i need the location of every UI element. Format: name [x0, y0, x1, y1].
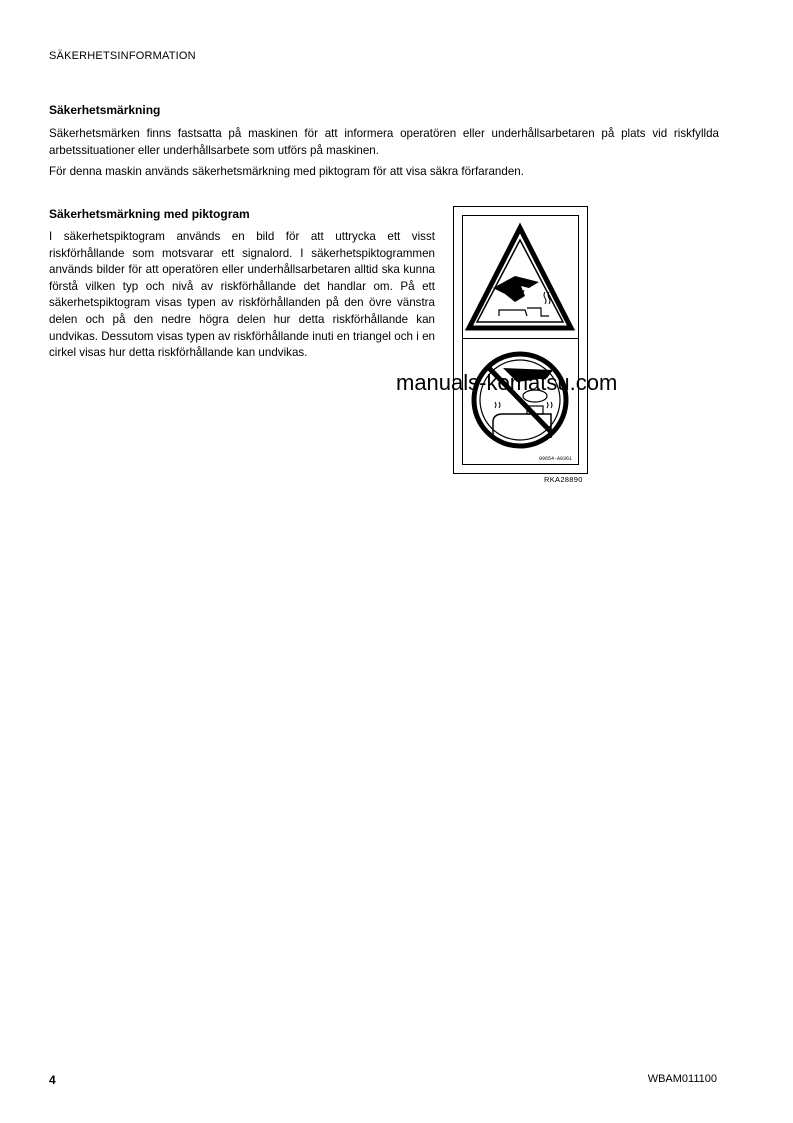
prohibition-circle-no-touch-icon: [463, 338, 578, 464]
safety-label-figure: [453, 206, 588, 474]
paragraph: Säkerhetsmärken finns fastsatta på maskinen för att informera operatören eller underhållsarbetaren på plats vid riskfyllda arbetssituationer eller underhållsarbete som utförs på maskinen.: [49, 127, 719, 157]
paragraph: För denna maskin används säkerhetsmärkning med piktogram för att visa säkra förfaranden.: [49, 165, 524, 178]
paragraph: I säkerhetspiktogram används en bild för att uttrycka ett visst riskförhållande som motsvarar ett signalord. I säkerhetspiktogrammen används bilder för att operatören eller underhållsarbetaren alltid ska kunna förstå vilken typ och nivå av riskförhållande det handlar om. På ett säkerhetspiktogram visas typen av riskförhållanden på den övre vänstra delen och på den nedre högra delen hur detta riskförhållande kan undvikas. Dessutom visas typen av riskförhållande inuti en triangel och i en cirkel visas hur detta riskförhållande kan undvikas.: [49, 230, 435, 360]
safety-label-frame: [462, 215, 579, 465]
figure-caption: RKA28890: [544, 475, 583, 484]
hazard-triangle-burn-icon: [463, 216, 578, 338]
watermark: manuals-komatsu.com: [396, 370, 618, 395]
document-code: WBAM011100: [647, 1073, 717, 1085]
section-header: SÄKERHETSINFORMATION: [49, 50, 196, 62]
heading-safety-marking: Säkerhetsmärkning: [49, 103, 161, 117]
label-part-number: 09654-A0361: [538, 456, 572, 462]
heading-pictogram-marking: Säkerhetsmärkning med piktogram: [49, 207, 250, 221]
page-number: 4: [49, 1073, 56, 1087]
